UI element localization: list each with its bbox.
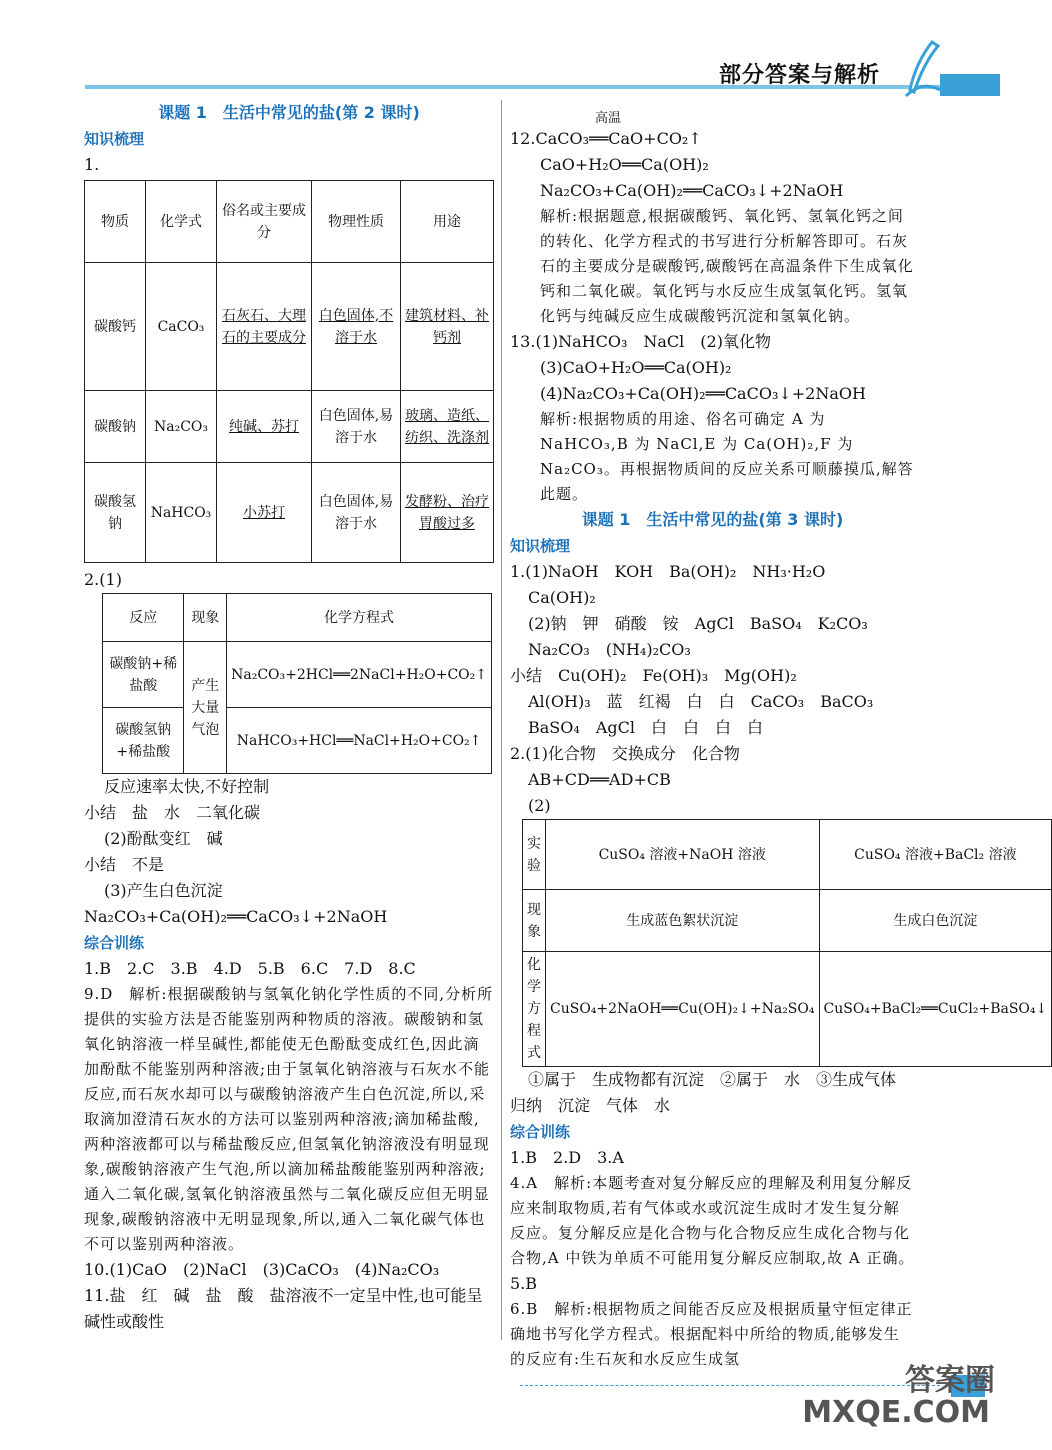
- table-row: [523, 820, 1052, 890]
- answer-text: 纯碱、苏打: [229, 418, 299, 435]
- table-cell: 白色固体,易溶于水: [312, 391, 401, 463]
- table-cell: 碳酸钠+稀盐酸: [103, 642, 184, 708]
- answer-line: BaSO₄ AgCl 白 白 白 白: [528, 718, 763, 737]
- answer-line: 10.(1)CaO (2)NaCl (3)CaCO₃ (4)Na₂CO₃: [84, 1260, 440, 1279]
- answer-line: 1.B 2.C 3.B 4.D 5.B 6.C 7.D 8.C: [84, 959, 416, 978]
- table-cell: NaHCO₃+HCl══NaCl+H₂O+CO₂↑: [227, 708, 492, 774]
- question-2-label: 2.(1): [84, 570, 122, 589]
- answer-line: (2)酚酞变红 碱: [104, 829, 223, 848]
- table-header-cell: 化学方程式: [227, 594, 492, 642]
- table-cell: 碳酸钠: [85, 391, 146, 463]
- answer-text: 石灰石、大理石的主要成分: [222, 307, 306, 346]
- table-cell: 生成白色沉淀: [819, 890, 1052, 952]
- table-row: [103, 708, 492, 774]
- footer-dashed-rule: [520, 1385, 940, 1386]
- table-header-cell: 物质: [85, 181, 146, 263]
- answer-line: 1.B 2.D 3.A: [510, 1148, 624, 1167]
- answer-line: 11.盐 红 碱 盐 酸 盐溶液不一定呈中性,也可能呈碱性或酸性: [84, 1286, 483, 1331]
- section-practice: 综合训练: [510, 1123, 571, 1141]
- answer-line: (3)CaO+H₂O══Ca(OH)₂: [540, 358, 732, 377]
- table-cell: 现象: [523, 890, 546, 952]
- table-header-cell: 用途: [401, 181, 494, 263]
- table-cell: CaCO₃: [146, 263, 217, 391]
- table-cell: [401, 263, 494, 391]
- table-header-cell: 物理性质: [312, 181, 401, 263]
- answer-line: Na₂CO₃+Ca(OH)₂══CaCO₃↓+2NaOH: [84, 907, 388, 926]
- table-cell: NaHCO₃: [146, 463, 217, 563]
- table-cell: 产生大量气泡: [184, 642, 227, 774]
- answer-line: 2.(1)化合物 交换成分 化合物: [510, 744, 740, 763]
- left-column: [84, 100, 494, 1335]
- answer-line: 小结 盐 水 二氧化碳: [84, 803, 261, 822]
- table-cell: 化学方程式: [523, 952, 546, 1067]
- table-header-row: [103, 594, 492, 642]
- explanation-12: 解析:根据题意,根据碳酸钙、氧化钙、氢氧化钙之间的转化、化学方程式的书写进行分析解答即可。石灰石的主要成分是碳酸钙,碳酸钙在高温条件下生成氧化钙和二氧化碳。氧化钙与水反应生成氢氧化钙。氢氧化钙与纯碱反应生成碳酸钙沉淀和氢氧化钠。: [540, 207, 914, 325]
- answer-line: Na₂CO₃ (NH₄)₂CO₃: [528, 640, 691, 659]
- explanation-4: 4.A 解析:本题考查对复分解反应的理解及利用复分解反应来制取物质,若有气体或水或沉淀生成时才发生复分解反应。复分解反应是化合物与化合物反应生成化合物与化合物,A 中铁为单质不可能用复分解反应制取,故 A 正确。: [510, 1174, 915, 1267]
- table-cell: CuSO₄+2NaOH══Cu(OH)₂↓+Na₂SO₄: [546, 952, 820, 1067]
- table-cell: Na₂CO₃+2HCl══2NaCl+H₂O+CO₂↑: [227, 642, 492, 708]
- table-row: [85, 391, 494, 463]
- table-cell: Na₂CO₃: [146, 391, 217, 463]
- table-cell: 碳酸氢钠+稀盐酸: [103, 708, 184, 774]
- table-header-cell: 反应: [103, 594, 184, 642]
- table-cell: [401, 463, 494, 563]
- answer-line: (4)Na₂CO₃+Ca(OH)₂══CaCO₃↓+2NaOH: [540, 384, 866, 403]
- column-divider: [501, 100, 502, 1340]
- answer-text: 发酵粉、治疗胃酸过多: [405, 493, 489, 532]
- answer-line: 反应速率太快,不好控制: [104, 777, 270, 796]
- lesson-title: 课题 1 生活中常见的盐(第 2 课时): [158, 103, 420, 122]
- explanation-13: 解析:根据物质的用途、俗名可确定 A 为 NaHCO₃,B 为 NaCl,E 为 Ca(OH)₂,F 为 Na₂CO₃。再根据物质间的反应关系可顺藤摸瓜,解答此题。: [540, 410, 914, 503]
- table-header-row: [85, 181, 494, 263]
- answer-line: ①属于 生成物都有沉淀 ②属于 水 ③生成气体: [528, 1070, 897, 1089]
- table-cell: [217, 391, 312, 463]
- table-cell: [312, 263, 401, 391]
- answer-line: 13.(1)NaHCO₃ NaCl (2)氧化物: [510, 332, 771, 351]
- answer-text: 建筑材料、补钙剂: [405, 307, 489, 346]
- watermark-top: 答案圈: [905, 1363, 995, 1398]
- table-row: [103, 642, 492, 708]
- answer-line: Ca(OH)₂: [528, 588, 596, 607]
- answer-line: 小结 Cu(OH)₂ Fe(OH)₃ Mg(OH)₂: [510, 666, 797, 685]
- table-cell: 生成蓝色絮状沉淀: [546, 890, 820, 952]
- reaction-table: [102, 593, 492, 774]
- answer-line: CaO+H₂O══Ca(OH)₂: [540, 155, 709, 174]
- table-cell: CuSO₄ 溶液+BaCl₂ 溶液: [819, 820, 1052, 890]
- section-knowledge: 知识梳理: [510, 537, 571, 555]
- quill-icon: [902, 40, 942, 100]
- answer-line: (3)产生白色沉淀: [104, 881, 223, 900]
- reaction-condition: 高温: [595, 111, 622, 126]
- experiment-table: [522, 819, 1052, 1067]
- table-row: [523, 890, 1052, 952]
- table-cell: [401, 391, 494, 463]
- answer-line: (2)钠 钾 硝酸 铵 AgCl BaSO₄ K₂CO₃: [528, 614, 868, 633]
- answer-line: 小结 不是: [84, 855, 165, 874]
- table-cell: [217, 263, 312, 391]
- page-header-title: 部分答案与解析: [718, 63, 880, 88]
- answer-line: (2): [528, 796, 551, 815]
- table-header-cell: 现象: [184, 594, 227, 642]
- section-practice: 综合训练: [84, 934, 145, 952]
- answer-line: 归纳 沉淀 气体 水: [510, 1096, 671, 1115]
- watermark-bottom: MXQE.COM: [802, 1395, 990, 1430]
- right-column: [510, 111, 1048, 1372]
- answer-text: 小苏打: [243, 504, 285, 521]
- carbonate-table: [84, 180, 494, 563]
- header-tab-bar: [940, 74, 1000, 96]
- table-cell: 碳酸氢钠: [85, 463, 146, 563]
- answer-text: 白色固体,不溶于水: [318, 307, 394, 346]
- table-row: [523, 952, 1052, 1067]
- answer-line: 5.B: [510, 1274, 538, 1293]
- answer-text: 玻璃、造纸、纺织、洗涤剂: [405, 407, 489, 446]
- table-header-cell: 化学式: [146, 181, 217, 263]
- answer-line: Al(OH)₃ 蓝 红褐 白 白 CaCO₃ BaCO₃: [528, 692, 874, 711]
- lesson-title: 课题 1 生活中常见的盐(第 3 课时): [581, 510, 844, 529]
- table-row: [85, 463, 494, 563]
- table-cell: [217, 463, 312, 563]
- explanation-9: 9.D 解析:根据碳酸钠与氢氧化钠化学性质的不同,分析所提供的实验方法是否能鉴别两种物质的溶液。碳酸钠和氢氧化钠溶液一样呈碱性,都能使无色酚酞变成红色,因此滴加酚酞不能鉴别两种溶液;由于氢氧化钠溶液与石灰水不能反应,而石灰水却可以与碳酸钠溶液产生白色沉淀,所以,采取滴加澄清石灰水的方法可以鉴别两种溶液;滴加稀盐酸,两种溶液都可以与稀盐酸反应,但氢氧化钠溶液没有明显现象,碳酸钠溶液产生气泡,所以滴加稀盐酸能鉴别两种溶液;通入二氧化碳,氢氧化钠溶液虽然与二氧化碳反应但无明显现象,碳酸钠溶液中无明显现象,所以,通入二氧化碳气体也不可以鉴别两种溶液。: [84, 985, 494, 1253]
- table-row: [85, 263, 494, 391]
- answer-line: AB+CD══AD+CB: [528, 770, 671, 789]
- table-cell: CuSO₄+BaCl₂══CuCl₂+BaSO₄↓: [819, 952, 1052, 1067]
- table-cell: 实验: [523, 820, 546, 890]
- table-cell: CuSO₄ 溶液+NaOH 溶液: [546, 820, 820, 890]
- answer-line: Na₂CO₃+Ca(OH)₂══CaCO₃↓+2NaOH: [540, 181, 844, 200]
- answer-line: 12.CaCO₃══CaO+CO₂↑: [510, 129, 702, 148]
- table-header-cell: 俗名或主要成分: [217, 181, 312, 263]
- section-knowledge: 知识梳理: [84, 130, 145, 148]
- explanation-6: 6.B 解析:根据物质之间能否反应及根据质量守恒定律正确地书写化学方程式。根据配料中所给的物质,能够发生的反应有:生石灰和水反应生成氢: [510, 1300, 913, 1368]
- answer-line: 1.(1)NaOH KOH Ba(OH)₂ NH₃·H₂O: [510, 562, 826, 581]
- table-cell: 白色固体,易溶于水: [312, 463, 401, 563]
- question-1-label: 1.: [84, 155, 100, 174]
- table-cell: 碳酸钙: [85, 263, 146, 391]
